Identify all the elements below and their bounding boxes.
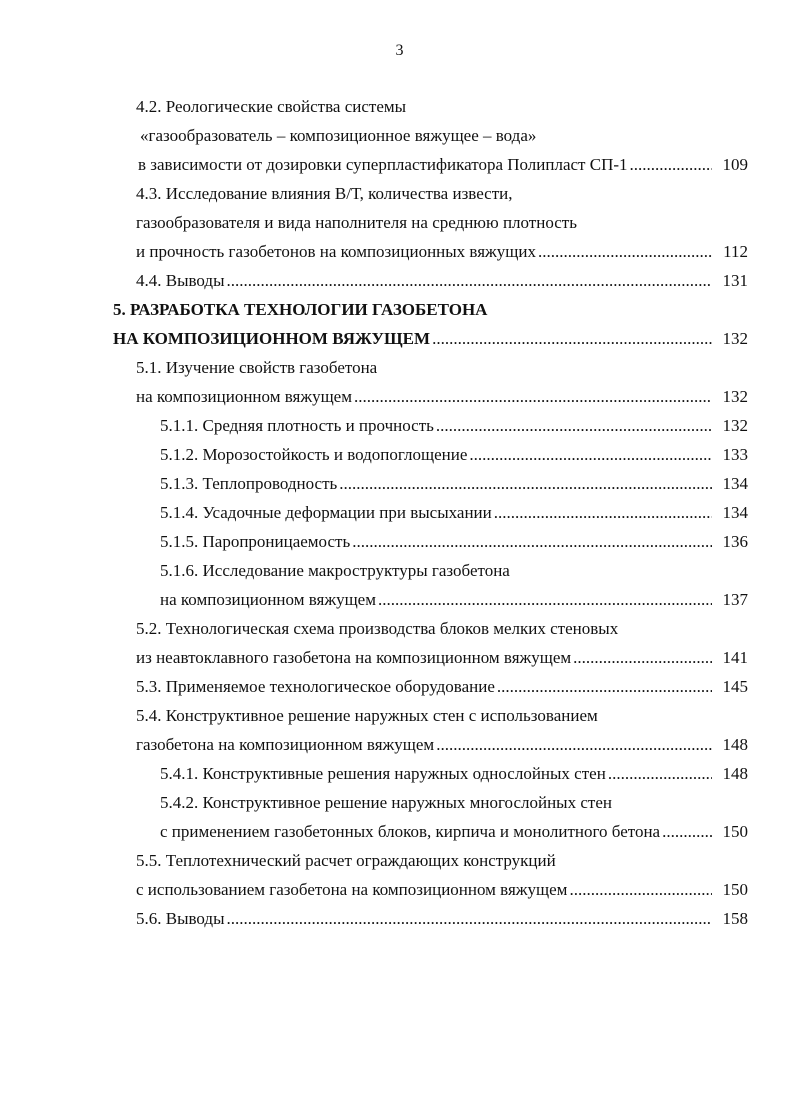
toc-chapter-title: 5. РАЗРАБОТКА ТЕХНОЛОГИИ ГАЗОБЕТОНА [113,300,488,319]
toc-entry: на композиционном вяжущем ..... 132 [136,383,748,411]
toc-entry: на композиционном вяжущем ..... 137 [160,586,748,614]
toc-line: газообразователя и вида наполнителя на среднюю плотность [136,213,577,232]
toc-line: 5.5. Теплотехнический расчет ограждающих конструкций [136,851,556,870]
toc-entry: 5.1.1. Средняя плотность и прочность ..... 132 [160,412,748,440]
toc-entry: 5.1.4. Усадочные деформации при высыхании ..... 134 [160,499,748,527]
toc-line: «газообразователь – композиционное вяжущее – вода» [140,126,537,145]
toc-line: 5.1.6. Исследование макроструктуры газобетона [160,561,510,580]
toc-entry: 5.1.5. Паропроницаемость ..... 136 [160,528,748,556]
toc-line: 5.2. Технологическая схема производства блоков мелких стеновых [136,619,619,638]
toc-line: 4.3. Исследование влияния В/Т, количества извести, [136,184,513,203]
toc-entry: 5.1.2. Морозостойкость и водопоглощение ..... 133 [160,441,748,469]
toc-entry: 5.1.3. Теплопроводность ..... 134 [160,470,748,498]
toc-entry: 5.4.1. Конструктивные решения наружных однослойных стен ..... 148 [160,760,748,788]
toc-line: 4.2. Реологические свойства системы [136,97,407,116]
toc-entry: 4.4. Выводы ..... 131 [136,267,748,295]
toc-entry: с применением газобетонных блоков, кирпича и монолитного бетона ..... 150 [160,818,748,846]
toc-entry: и прочность газобетонов на композиционных вяжущих ..... 112 [136,238,748,266]
toc-entry: 5.6. Выводы ..... 158 [136,905,748,933]
toc-entry: газобетона на композиционном вяжущем ..... 148 [136,731,748,759]
toc-line: 5.1. Изучение свойств газобетона [136,358,378,377]
toc-entry: с использованием газобетона на композиционном вяжущем ..... 150 [136,876,748,904]
toc-entry: из неавтоклавного газобетона на композиционном вяжущем ..... 141 [136,644,748,672]
toc-entry: 5.3. Применяемое технологическое оборудование ..... 145 [136,673,748,701]
toc-entry: НА КОМПОЗИЦИОННОМ ВЯЖУЩЕМ ..... 132 [113,325,748,353]
toc-entry: в зависимости от дозировки суперпластификатора Полипласт СП-1 ..... 109 [138,151,748,179]
toc-line: 5.4.2. Конструктивное решение наружных многослойных стен [160,793,612,812]
page-number: 3 [395,42,404,59]
toc-line: 5.4. Конструктивное решение наружных стен с использованием [136,706,598,725]
